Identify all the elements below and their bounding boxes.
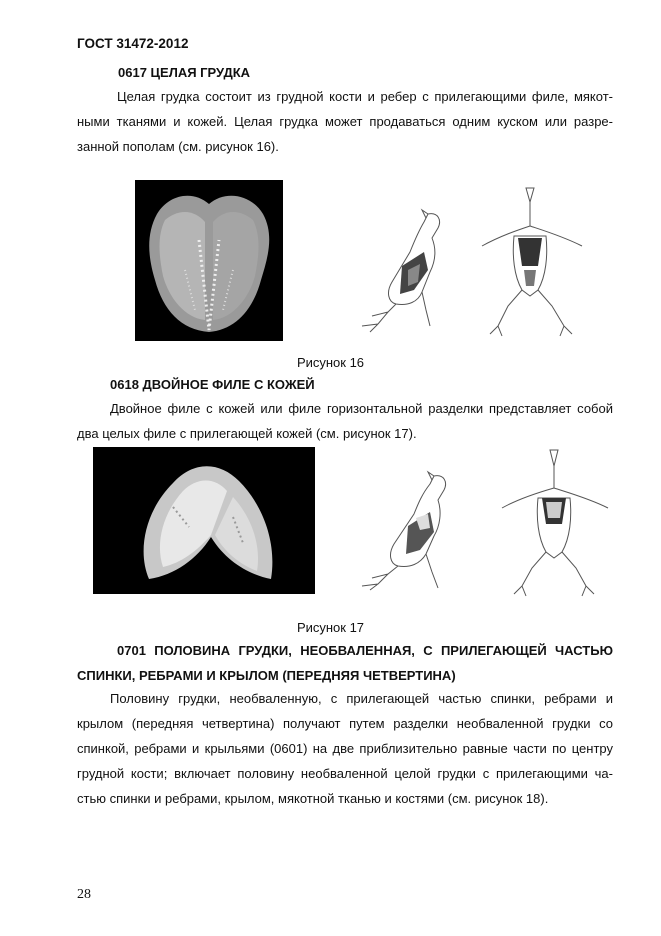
text-line: спинкой, ребрами и крыльями (0601) на две приблизительно равные части по центру: [77, 741, 613, 756]
paragraph-0618: [77, 396, 613, 446]
section-heading-0618: 0618 ДВОЙНОЕ ФИЛЕ С КОЖЕЙ: [110, 377, 315, 392]
text-line: Целая грудка состоит из грудной кости и ребер с прилегающими филе, мякот-: [117, 89, 613, 104]
figure-17-double-fillet-photo: [93, 447, 315, 594]
figure-16-bird-front-view: [478, 186, 588, 336]
figure-17-bird-front-view: [500, 448, 610, 596]
figure-17-bird-side-view: [354, 470, 472, 592]
figure-16-caption: Рисунок 16: [296, 355, 365, 370]
text-line: Двойное филе с кожей или филе горизонтальной разделки представляет собой: [110, 401, 613, 416]
text-line: Половину грудки, необваленную, с прилегающей частью спинки, ребрами и: [110, 691, 613, 706]
section-heading-0617: 0617 ЦЕЛАЯ ГРУДКА: [118, 65, 251, 80]
document-header: ГОСТ 31472-2012: [77, 36, 189, 51]
text-line: стью спинки и ребрами, крылом, мякотной тканью и костями (см. рисунок 18).: [77, 791, 549, 806]
heading-line: 0701 ПОЛОВИНА ГРУДКИ, НЕОБВАЛЕННАЯ, С ПРИЛЕГАЮЩЕЙ ЧАСТЬЮ: [117, 643, 613, 658]
text-line: занной пополам (см. рисунок 16).: [77, 139, 279, 154]
text-line: два целых филе с прилегающей кожей (см. рисунок 17).: [77, 426, 417, 441]
heading-line: СПИНКИ, РЕБРАМИ И КРЫЛОМ (ПЕРЕДНЯЯ ЧЕТВЕРТИНА): [77, 668, 456, 683]
paragraph-0701: [77, 686, 613, 811]
text-line: грудной кости; включает половину необваленной целой грудки с прилегающими ча-: [77, 766, 613, 781]
page-number: 28: [77, 887, 91, 902]
text-line: ными тканями и кожей. Целая грудка может продаваться одним куском или разре-: [77, 114, 613, 129]
paragraph-0617: [77, 84, 613, 159]
figure-16-whole-breast-photo: [135, 180, 283, 341]
section-heading-0701: [77, 638, 613, 688]
figure-17-caption: Рисунок 17: [296, 620, 365, 635]
text-line: крылом (передняя четвертина) получают путем разделки необваленной грудки со: [77, 716, 613, 731]
figure-16-bird-side-view: [352, 208, 470, 333]
